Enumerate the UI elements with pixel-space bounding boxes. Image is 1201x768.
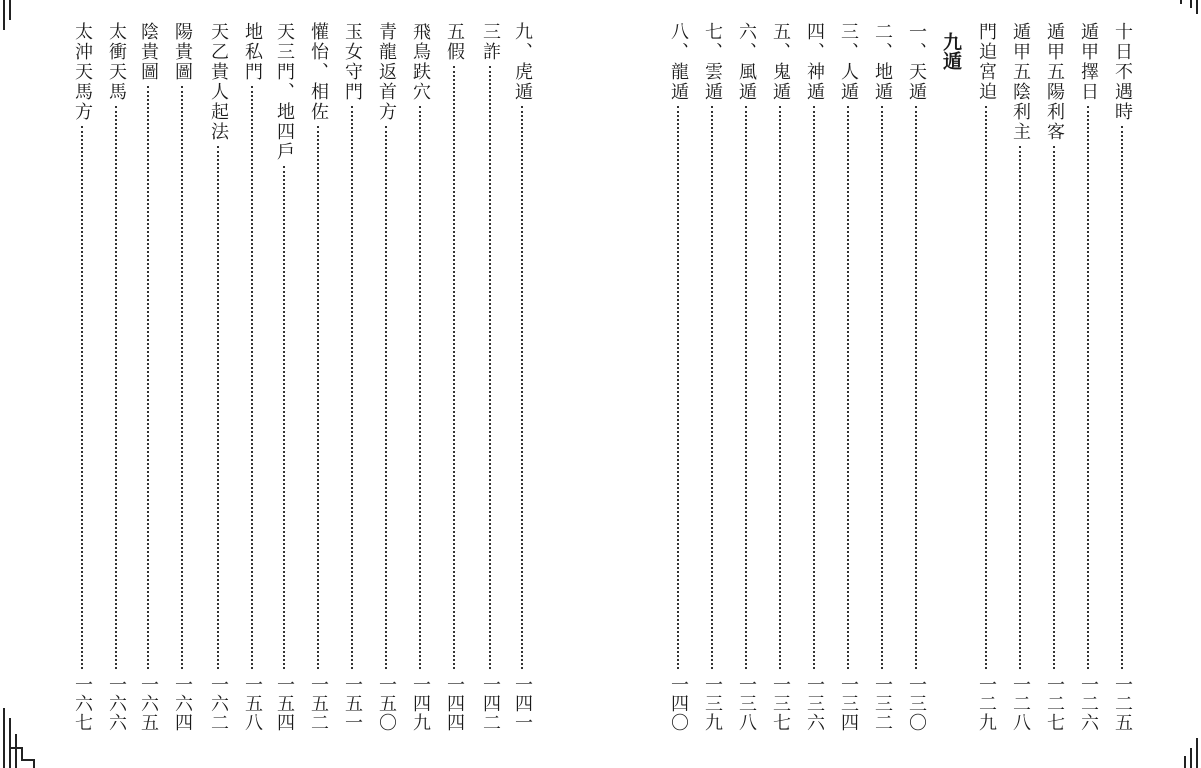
entry-page-number: 一五一 bbox=[342, 675, 363, 732]
toc-entry[interactable] bbox=[698, 22, 726, 732]
entry-title: 青龍返首方 bbox=[376, 22, 397, 122]
dot-leader bbox=[1053, 146, 1055, 669]
dot-leader bbox=[881, 106, 883, 669]
entry-title: 遁甲五陰利主 bbox=[1010, 22, 1031, 142]
frame-corner-top-left-icon bbox=[0, 0, 60, 60]
toc-entry[interactable] bbox=[508, 22, 536, 732]
entry-page-number: 一五二 bbox=[308, 675, 329, 732]
entry-page-number: 一三四 bbox=[838, 675, 859, 732]
dot-leader bbox=[915, 106, 917, 669]
entry-page-number: 一三八 bbox=[736, 675, 757, 732]
entry-page-number: 一二八 bbox=[1010, 675, 1031, 732]
dot-leader bbox=[1087, 106, 1089, 669]
toc-entry[interactable] bbox=[766, 22, 794, 732]
entry-page-number: 一二九 bbox=[976, 675, 997, 732]
toc-entry[interactable] bbox=[902, 22, 930, 732]
entry-page-number: 一六四 bbox=[172, 675, 193, 732]
toc-entry[interactable] bbox=[238, 22, 266, 732]
entry-title: 九、虎遁 bbox=[512, 22, 533, 102]
dot-leader bbox=[1019, 146, 1021, 669]
entry-title: 飛鳥趺穴 bbox=[410, 22, 431, 102]
toc-entry[interactable] bbox=[406, 22, 434, 732]
dot-leader bbox=[489, 66, 491, 669]
toc-entry[interactable] bbox=[372, 22, 400, 732]
entry-title: 天三門、地四戶 bbox=[274, 22, 295, 162]
entry-title: 六、風遁 bbox=[736, 22, 757, 102]
entry-page-number: 一三七 bbox=[770, 675, 791, 732]
toc-entry[interactable] bbox=[68, 22, 96, 732]
toc-entry[interactable] bbox=[1108, 22, 1136, 732]
entry-title: 一、天遁 bbox=[906, 22, 927, 102]
entry-page-number: 一五〇 bbox=[376, 675, 397, 732]
entry-page-number: 一六六 bbox=[106, 675, 127, 732]
dot-leader bbox=[677, 106, 679, 669]
entry-title: 三詐 bbox=[480, 22, 501, 62]
entry-page-number: 一四二 bbox=[480, 675, 501, 732]
toc-entry[interactable] bbox=[1074, 22, 1102, 732]
entry-title: 五、鬼遁 bbox=[770, 22, 791, 102]
dot-leader bbox=[317, 126, 319, 669]
entry-title: 門迫宮迫 bbox=[976, 22, 997, 102]
right-page bbox=[600, 0, 1201, 768]
entry-page-number: 一二七 bbox=[1044, 675, 1065, 732]
entry-title: 二、地遁 bbox=[872, 22, 893, 102]
dot-leader bbox=[453, 66, 455, 669]
dot-leader bbox=[217, 146, 219, 669]
entry-title: 七、雲遁 bbox=[702, 22, 723, 102]
dot-leader bbox=[351, 106, 353, 669]
entry-title: 玉女守門 bbox=[342, 22, 363, 102]
entry-title: 八、龍遁 bbox=[668, 22, 689, 102]
toc-entry[interactable] bbox=[664, 22, 692, 732]
toc-entry[interactable] bbox=[800, 22, 828, 732]
entry-page-number: 一六五 bbox=[138, 675, 159, 732]
entry-title: 陰貴圖 bbox=[138, 22, 159, 82]
left-page bbox=[0, 0, 600, 768]
entry-page-number: 一四四 bbox=[444, 675, 465, 732]
entry-title: 地私門 bbox=[242, 22, 263, 82]
toc-entry[interactable] bbox=[102, 22, 130, 732]
dot-leader bbox=[813, 106, 815, 669]
entry-page-number: 一三九 bbox=[702, 675, 723, 732]
dot-leader bbox=[81, 126, 83, 669]
toc-entry[interactable] bbox=[732, 22, 760, 732]
entry-title: 三、人遁 bbox=[838, 22, 859, 102]
entry-page-number: 一五四 bbox=[274, 675, 295, 732]
entry-title: 天乙貴人起法 bbox=[208, 22, 229, 142]
entry-page-number: 一六二 bbox=[208, 675, 229, 732]
entry-page-number: 一四〇 bbox=[668, 675, 689, 732]
toc-entry[interactable] bbox=[868, 22, 896, 732]
entry-title: 五假 bbox=[444, 22, 465, 62]
dot-leader bbox=[711, 106, 713, 669]
dot-leader bbox=[181, 86, 183, 669]
entry-title: 懽怡、相佐 bbox=[308, 22, 329, 122]
toc-entry[interactable] bbox=[304, 22, 332, 732]
toc-entry[interactable] bbox=[440, 22, 468, 732]
toc-entry[interactable] bbox=[338, 22, 366, 732]
frame-corner-bottom-left-icon bbox=[0, 708, 60, 768]
toc-entry[interactable] bbox=[168, 22, 196, 732]
dot-leader bbox=[847, 106, 849, 669]
entry-title: 太衝天馬 bbox=[106, 22, 127, 102]
dot-leader bbox=[745, 106, 747, 669]
entry-title: 十日不遇時 bbox=[1112, 22, 1133, 122]
entry-title: 四、神遁 bbox=[804, 22, 825, 102]
entry-title: 遁甲擇日 bbox=[1078, 22, 1099, 102]
entry-page-number: 一六七 bbox=[72, 675, 93, 732]
entry-title: 陽貴圖 bbox=[172, 22, 193, 82]
toc-entry[interactable] bbox=[1040, 22, 1068, 732]
toc-entry[interactable] bbox=[476, 22, 504, 732]
dot-leader bbox=[521, 106, 523, 669]
toc-entry[interactable] bbox=[972, 22, 1000, 732]
dot-leader bbox=[251, 86, 253, 669]
dot-leader bbox=[779, 106, 781, 669]
section-heading: 九遁 bbox=[940, 32, 962, 70]
entry-page-number: 一二六 bbox=[1078, 675, 1099, 732]
dot-leader bbox=[385, 126, 387, 669]
dot-leader bbox=[115, 106, 117, 669]
entry-page-number: 一三二 bbox=[872, 675, 893, 732]
entry-page-number: 一三六 bbox=[804, 675, 825, 732]
entry-title: 遁甲五陽利客 bbox=[1044, 22, 1065, 142]
entry-page-number: 一四九 bbox=[410, 675, 431, 732]
toc-entry[interactable] bbox=[204, 22, 232, 732]
toc-entry[interactable] bbox=[834, 22, 862, 732]
frame-corner-bottom-right-icon bbox=[1141, 708, 1201, 768]
entry-page-number: 一四一 bbox=[512, 675, 533, 732]
toc-entry[interactable] bbox=[134, 22, 162, 732]
toc-entry[interactable] bbox=[270, 22, 298, 732]
dot-leader bbox=[283, 166, 285, 669]
dot-leader bbox=[1121, 126, 1123, 669]
entry-page-number: 一二五 bbox=[1112, 675, 1133, 732]
dot-leader bbox=[985, 106, 987, 669]
toc-entry[interactable] bbox=[1006, 22, 1034, 732]
entry-page-number: 一三〇 bbox=[906, 675, 927, 732]
entry-page-number: 一五八 bbox=[242, 675, 263, 732]
dot-leader bbox=[147, 86, 149, 669]
frame-corner-top-right-icon bbox=[1141, 0, 1201, 60]
dot-leader bbox=[419, 106, 421, 669]
entry-title: 太沖天馬方 bbox=[72, 22, 93, 122]
